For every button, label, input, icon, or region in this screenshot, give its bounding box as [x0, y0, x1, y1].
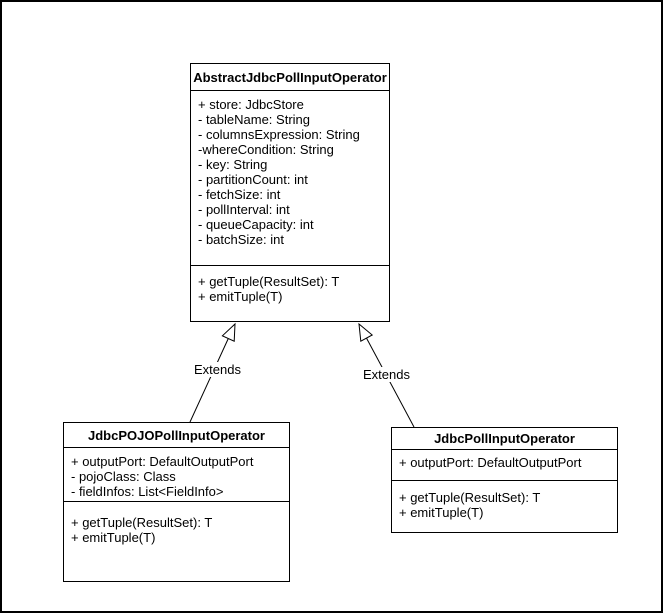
- class-member: - batchSize: int: [198, 232, 284, 247]
- class-box-jdbc-pojo-poll-input-operator: [63, 422, 290, 582]
- inheritance-arrowhead-icon: [359, 324, 372, 341]
- class-member: - fetchSize: int: [198, 187, 281, 202]
- class-member: + emitTuple(T): [198, 289, 283, 304]
- class-attributes-compartment: [64, 448, 289, 502]
- extends-label-left: Extends: [194, 362, 241, 377]
- class-methods-compartment: [64, 502, 289, 581]
- class-name: JdbcPOJOPollInputOperator: [64, 423, 289, 448]
- class-member: - pollInterval: int: [198, 202, 290, 217]
- class-member: - key: String: [198, 157, 268, 172]
- class-methods-compartment: [392, 481, 617, 532]
- class-member: + getTuple(ResultSet): T: [198, 274, 340, 289]
- class-member: + getTuple(ResultSet): T: [71, 515, 213, 530]
- class-name: JdbcPollInputOperator: [392, 428, 617, 450]
- class-member: - queueCapacity: int: [198, 217, 314, 232]
- class-box-jdbc-poll-input-operator: [391, 427, 618, 533]
- class-box-abstract-jdbc-poll-input-operator: [190, 63, 390, 322]
- class-member: + outputPort: DefaultOutputPort: [71, 454, 254, 469]
- inheritance-arrowhead-icon: [222, 324, 235, 341]
- class-member: - columnsExpression: String: [198, 127, 360, 142]
- class-member: - pojoClass: Class: [71, 469, 176, 484]
- class-attributes-compartment: [191, 91, 389, 266]
- class-member: + outputPort: DefaultOutputPort: [399, 455, 582, 470]
- class-member: - tableName: String: [198, 112, 310, 127]
- extends-label-right: Extends: [363, 367, 410, 382]
- class-member: + store: JdbcStore: [198, 97, 304, 112]
- class-member: - partitionCount: int: [198, 172, 308, 187]
- class-name: AbstractJdbcPollInputOperator: [191, 64, 389, 91]
- class-methods-compartment: [191, 266, 389, 321]
- class-member: - fieldInfos: List<FieldInfo>: [71, 484, 224, 499]
- class-member: + emitTuple(T): [399, 505, 484, 520]
- class-member: + emitTuple(T): [71, 530, 156, 545]
- class-attributes-compartment: [392, 450, 617, 481]
- class-member: + getTuple(ResultSet): T: [399, 490, 541, 505]
- class-member: -whereCondition: String: [198, 142, 334, 157]
